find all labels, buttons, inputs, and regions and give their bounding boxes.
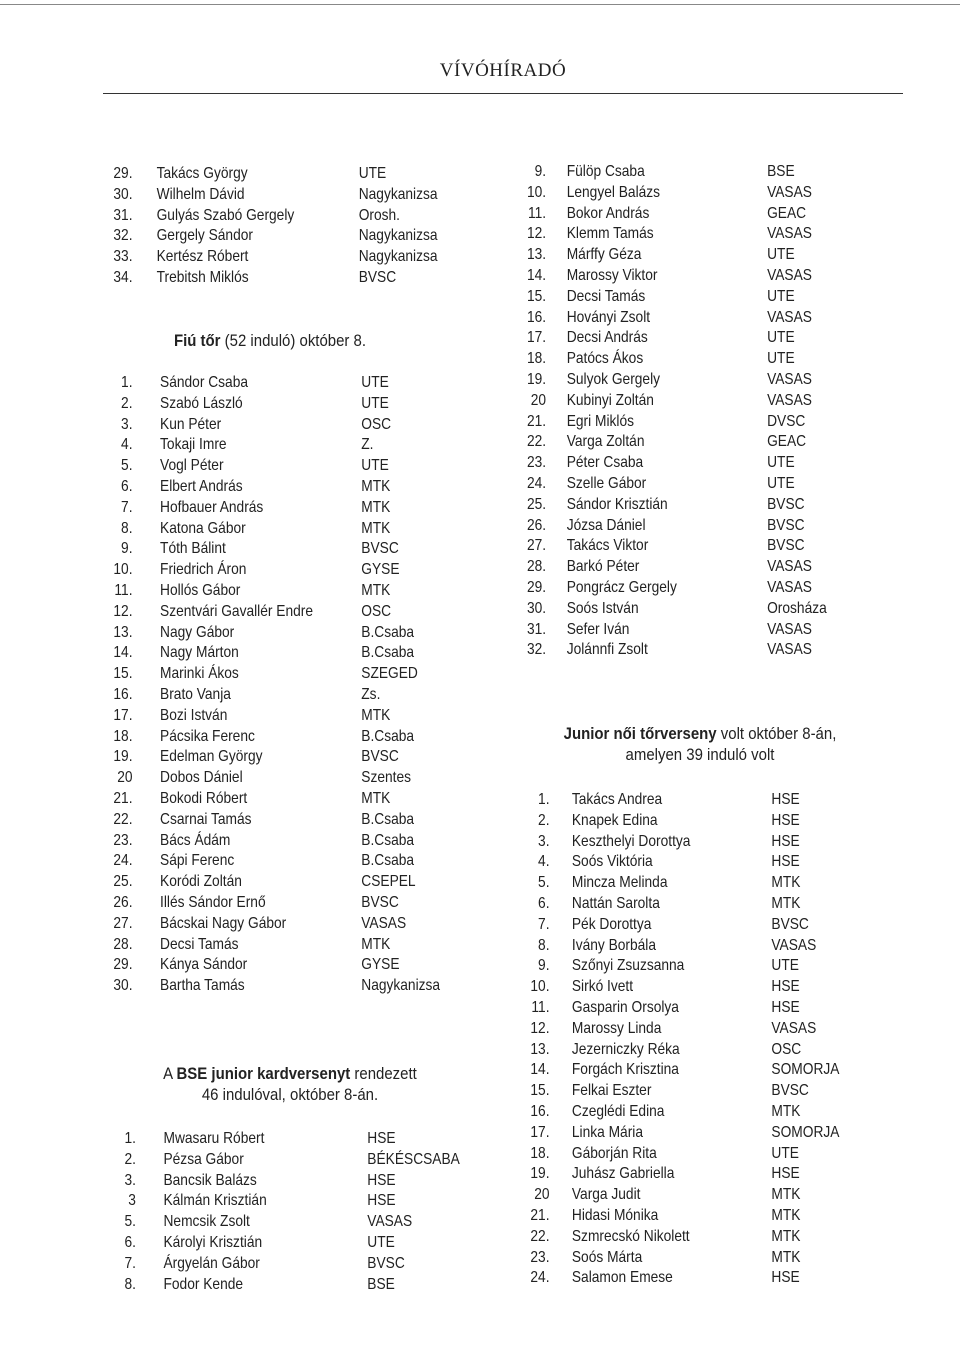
result-name: Kubinyi Zoltán [566,391,654,409]
result-rank: 26. [526,516,547,534]
result-rank: 24. [113,852,133,870]
result-rank: 33. [113,248,133,266]
result-name: Tokaji Imre [160,436,227,454]
result-club: VASAS [767,558,812,576]
result-club: BVSC [767,516,805,534]
page-top-edge [0,0,960,5]
result-club: UTE [771,1144,799,1162]
result-name: Decsi Tamás [566,287,646,305]
result-rank: 29. [113,956,133,974]
result-club: Nagykanizsa [358,227,438,245]
result-name: Trebitsh Miklós [156,268,249,286]
result-rank: 22. [530,1227,550,1245]
result-name: Friedrich Áron [160,561,247,579]
result-name: Soós Márta [571,1248,643,1266]
result-rank: 29. [113,165,133,182]
result-club: VASAS [767,370,812,388]
result-name: Nattán Sarolta [571,894,660,912]
result-rank: 4. [121,436,133,454]
result-rank: 1. [124,1130,136,1147]
result-rank: 21. [113,789,133,807]
result-rank: 30. [113,977,133,995]
result-rank: 10. [526,183,547,201]
result-club: MTK [771,1248,801,1266]
result-name: Bács Ádám [160,831,231,849]
result-name: Márffy Géza [566,246,642,264]
result-name: Pézsa Gábor [163,1150,244,1168]
result-rank: 15. [526,287,547,305]
result-rank: 11. [527,204,547,222]
result-rank: 4. [538,853,550,871]
result-club: MTK [361,789,391,807]
result-club: SOMORJA [771,1123,840,1141]
result-rank: 17. [113,706,133,724]
result-club: VASAS [767,620,812,638]
result-club: VASAS [771,1019,817,1037]
result-name: Patócs Ákos [566,350,644,368]
result-name: Bozi István [160,706,228,724]
result-club: VASAS [767,266,812,284]
result-name: Egri Miklós [566,412,635,430]
result-name: Katona Gábor [160,519,246,537]
result-club: HSE [771,811,800,829]
result-club: Zs. [361,685,381,703]
result-rank: 8. [124,1275,136,1293]
result-rank: 5. [124,1213,136,1231]
result-name: Barkó Péter [566,558,640,576]
result-rank: 18. [526,350,547,368]
junior-noi-title-rest: volt október 8-án, [716,724,837,743]
result-name: Sándor Csaba [160,374,249,391]
result-name: Józsa Dániel [566,516,646,534]
result-name: Soós Viktória [571,853,653,871]
result-name: Marossy Linda [571,1019,662,1037]
result-name: Varga Judit [571,1186,641,1204]
result-name: Fodor Kende [163,1275,244,1293]
bse-kard-title-post: rendezett [350,1064,417,1083]
result-rank: 7. [124,1254,136,1272]
result-club: Szentes [361,769,411,787]
result-club: HSE [367,1192,396,1210]
result-club: BVSC [361,893,399,911]
result-club: MTK [361,519,391,537]
result-name: Nagy Márton [160,644,239,662]
result-rank: 5. [538,874,550,892]
result-club: BVSC [771,1082,809,1100]
result-rank: 22. [526,433,547,451]
result-rank: 9. [121,540,133,558]
result-rank: 3. [121,415,133,433]
result-name: Mwasaru Róbert [163,1130,265,1147]
result-rank: 30. [526,599,547,617]
result-club: B.Csaba [361,831,415,849]
result-club: MTK [771,1206,801,1224]
result-name: Gasparin Orsolya [571,998,679,1016]
result-rank: 14. [526,266,547,284]
result-rank: 17. [530,1123,550,1141]
result-name: Marossy Viktor [566,266,658,284]
result-club: BVSC [771,915,809,933]
result-name: Szőnyi Zsuzsanna [571,957,685,975]
result-club: UTE [361,394,389,412]
result-rank: 15. [113,665,133,683]
result-club: MTK [361,706,391,724]
result-name: Gáborján Rita [571,1144,657,1162]
result-rank: 13. [113,623,133,641]
result-name: Pék Dorottya [571,915,652,933]
result-club: VASAS [767,578,812,596]
result-rank: 23. [526,454,547,472]
result-name: Jezerniczky Réka [571,1040,680,1058]
result-name: Bartha Tamás [160,977,245,995]
result-name: Linka Mária [571,1123,644,1141]
result-rank: 12. [113,602,133,620]
result-name: Klemm Tamás [566,225,654,243]
result-rank: 23. [113,831,133,849]
result-club: Nagykanizsa [358,185,438,203]
result-club: DVSC [767,412,806,430]
result-club: HSE [771,1165,800,1183]
result-rank: 21. [530,1206,550,1224]
bse-kard-title-bold: BSE junior kardversenyt [176,1064,351,1083]
result-name: Wilhelm Dávid [156,185,245,203]
result-name: Ivány Borbála [571,936,657,954]
result-name: Péter Csaba [566,454,644,472]
result-club: MTK [771,1227,801,1245]
result-club: UTE [767,454,795,472]
result-club: HSE [771,853,800,871]
result-rank: 7. [121,498,133,516]
result-name: Sirkó Ivett [571,978,634,996]
result-name: Szelle Gábor [566,474,647,492]
junior-noi-title [550,723,849,765]
result-rank: 5. [121,457,133,475]
result-name: Varga Zoltán [566,433,645,451]
result-rank: 1. [121,374,133,391]
result-rank: 30. [113,185,133,203]
result-club: VASAS [367,1213,413,1231]
result-club: UTE [771,957,799,975]
result-club: UTE [367,1233,395,1251]
result-name: Hollós Gábor [160,581,241,599]
result-club: MTK [361,498,391,516]
result-name: Árgyelán Gábor [163,1254,260,1272]
result-name: Hofbauer András [160,498,264,516]
result-club: UTE [358,165,387,182]
header-rule [103,93,903,94]
result-club: Nagykanizsa [358,248,438,266]
result-rank: 16. [113,685,133,703]
result-rank: 13. [530,1040,550,1058]
result-club: VASAS [767,641,812,659]
result-rank: 31. [526,620,547,638]
result-rank: 16. [526,308,547,326]
result-name: Gergely Sándor [156,227,253,245]
result-name: Vogl Péter [160,457,224,475]
result-name: Illés Sándor Ernő [160,893,266,911]
result-name: Szabó László [160,394,243,412]
result-club: OSC [361,602,392,620]
result-rank: 6. [124,1233,136,1251]
result-rank: 16. [530,1102,550,1120]
result-name: Szmrecskó Nikolett [571,1227,690,1245]
result-name: Jolánnfi Zsolt [566,641,648,659]
result-club: MTK [771,894,801,912]
result-name: Bácskai Nagy Gábor [160,914,287,932]
result-rank: 10. [530,978,550,996]
result-rank: 18. [530,1144,550,1162]
result-name: Károlyi Krisztián [163,1233,263,1251]
result-name: Bancsik Balázs [163,1171,257,1189]
result-club: B.Csaba [361,727,415,745]
result-rank: 9. [534,163,547,180]
result-club: VASAS [767,391,812,409]
result-name: Decsi Tamás [160,935,239,953]
result-club: OSC [771,1040,802,1058]
result-rank: 2. [121,394,133,412]
result-club: VASAS [361,914,407,932]
result-club: B.Csaba [361,810,415,828]
result-club: GYSE [361,561,400,579]
result-rank: 19. [530,1165,550,1183]
result-name: Takács Andrea [571,791,663,808]
result-name: Nagy Gábor [160,623,235,641]
result-rank: 8. [121,519,133,537]
result-club: VASAS [767,183,812,201]
result-club: VASAS [767,308,812,326]
result-club: CSEPEL [361,873,416,891]
result-rank: 32. [113,227,133,245]
result-club: HSE [367,1130,396,1147]
result-club: Nagykanizsa [361,977,441,995]
result-club: UTE [361,457,389,475]
result-name: Csarnai Tamás [160,810,252,828]
result-rank: 28. [113,935,133,953]
result-club: SZEGED [361,665,418,683]
result-name: Lengyel Balázs [566,183,661,201]
result-rank: 29. [526,578,547,596]
result-rank: 19. [526,370,547,388]
bse-kard-title-pre: A [163,1064,177,1083]
result-rank: 2. [538,811,550,829]
result-club: MTK [361,477,391,495]
result-club: HSE [771,832,800,850]
result-club: B.Csaba [361,644,415,662]
result-name: Szentvári Gavallér Endre [160,602,313,620]
result-rank: 3. [538,832,550,850]
result-rank: 32. [526,641,547,659]
result-name: Fülöp Csaba [566,163,645,180]
result-rank: 9. [538,957,550,975]
result-name: Keszthelyi Dorottya [571,832,691,850]
result-name: Knapek Edina [571,811,658,829]
result-club: MTK [771,1186,801,1204]
result-name: Pácsika Ferenc [160,727,255,745]
result-rank: 11. [114,581,133,599]
result-rank: 23. [530,1248,550,1266]
junior-noi-title-line2: amelyen 39 induló volt [625,745,775,764]
result-rank: 1. [538,791,550,808]
result-club: MTK [771,1102,801,1120]
result-club: UTE [767,350,795,368]
result-club: BVSC [361,748,399,766]
result-club: UTE [767,329,795,347]
result-club: HSE [771,791,800,808]
result-club: UTE [361,374,389,391]
result-club: BSE [367,1275,395,1293]
result-club: UTE [767,287,795,305]
result-rank: 7. [538,915,550,933]
result-name: Kun Péter [160,415,222,433]
result-rank: 3 [128,1192,136,1210]
result-club: BVSC [367,1254,405,1272]
result-rank: 26. [113,893,133,911]
result-name: Brato Vanja [160,685,231,703]
result-rank: 27. [526,537,547,555]
result-rank: 19. [113,748,133,766]
junior-noi-title-bold: Junior női tőrverseny [563,724,717,743]
result-club: HSE [771,998,800,1016]
result-name: Hidasi Mónika [571,1206,659,1224]
result-club: HSE [771,1269,800,1287]
result-rank: 28. [526,558,547,576]
page-header-title: VÍVÓHÍRADÓ [439,60,567,81]
result-name: Kertész Róbert [156,248,249,266]
result-club: MTK [361,935,391,953]
result-club: B.Csaba [361,623,415,641]
result-name: Soós István [566,599,639,617]
result-rank: 14. [113,644,133,662]
result-rank: 18. [113,727,133,745]
result-rank: 2. [124,1150,136,1168]
result-club: GEAC [767,433,807,451]
result-rank: 24. [526,474,547,492]
result-name: Takács Viktor [566,537,649,555]
result-name: Czeglédi Edina [571,1102,665,1120]
result-club: MTK [771,874,801,892]
result-club: GYSE [361,956,400,974]
result-name: Bokor András [566,204,650,222]
result-club: GEAC [767,204,807,222]
result-rank: 17. [526,329,547,347]
result-name: Dobos Dániel [160,769,243,787]
result-rank: 12. [526,225,547,243]
result-name: Nemcsik Zsolt [163,1213,250,1231]
result-rank: 20 [530,391,547,409]
result-name: Sefer Iván [566,620,630,638]
bse-kard-title-line2: 46 indulóval, október 8-án. [201,1085,379,1104]
result-rank: 8. [538,936,550,954]
result-club: UTE [767,474,795,492]
result-rank: 11. [531,998,550,1016]
result-club: BVSC [767,495,805,513]
result-club: HSE [367,1171,396,1189]
result-club: BSE [767,163,795,180]
result-club: Orosh. [358,206,400,224]
result-club: OSC [361,415,392,433]
bse-kard-title [149,1063,431,1105]
result-name: Sándor Krisztián [566,495,668,513]
result-name: Hoványi Zsolt [566,308,651,326]
result-club: MTK [361,581,391,599]
result-name: Salamon Emese [571,1269,673,1287]
result-club: HSE [771,978,800,996]
result-name: Kálmán Krisztián [163,1192,267,1210]
result-rank: 12. [530,1019,550,1037]
result-club: BVSC [361,540,399,558]
result-club: BÉKÉSCSABA [367,1150,460,1168]
result-rank: 10. [113,561,133,579]
result-name: Pongrácz Gergely [566,578,677,596]
result-rank: 15. [530,1082,550,1100]
result-name: Decsi András [566,329,648,347]
result-club: VASAS [767,225,812,243]
result-rank: 25. [113,873,133,891]
result-rank: 27. [113,914,133,932]
result-name: Elbert András [160,477,243,495]
result-name: Kánya Sándor [160,956,248,974]
result-name: Sulyok Gergely [566,370,661,388]
result-rank: 25. [526,495,547,513]
result-club: B.Csaba [361,852,415,870]
result-name: Felkai Eszter [571,1082,652,1100]
result-rank: 13. [526,246,547,264]
result-name: Sápi Ferenc [160,852,235,870]
result-club: Z. [361,436,374,454]
result-name: Tóth Bálint [160,540,226,558]
result-name: Edelman György [160,748,263,766]
result-name: Juhász Gabriella [571,1165,675,1183]
result-name: Forgách Krisztina [571,1061,679,1079]
result-name: Bokodi Róbert [160,789,248,807]
result-club: SOMORJA [771,1061,840,1079]
fiu-tor-title [147,330,393,351]
result-club: VASAS [771,936,817,954]
result-club: BVSC [767,537,805,555]
result-rank: 21. [526,412,547,430]
result-rank: 24. [530,1269,550,1287]
fiu-tor-title-bold: Fiú tőr [173,331,221,350]
result-club: BVSC [358,268,397,286]
result-name: Takács György [156,165,248,182]
result-rank: 22. [113,810,133,828]
result-rank: 14. [530,1061,550,1079]
result-rank: 20 [534,1186,550,1204]
result-club: UTE [767,246,795,264]
result-name: Koródi Zoltán [160,873,242,891]
result-rank: 20 [117,769,133,787]
result-rank: 6. [121,477,133,495]
result-rank: 3. [124,1171,136,1189]
result-club: Orosháza [767,599,827,617]
result-rank: 34. [113,268,133,286]
fiu-tor-title-rest: (52 induló) október 8. [220,331,367,350]
result-name: Gulyás Szabó Gergely [156,206,295,224]
result-rank: 31. [113,206,133,224]
result-name: Marinki Ákos [160,665,239,683]
result-rank: 6. [538,894,550,912]
result-name: Mincza Melinda [571,874,668,892]
